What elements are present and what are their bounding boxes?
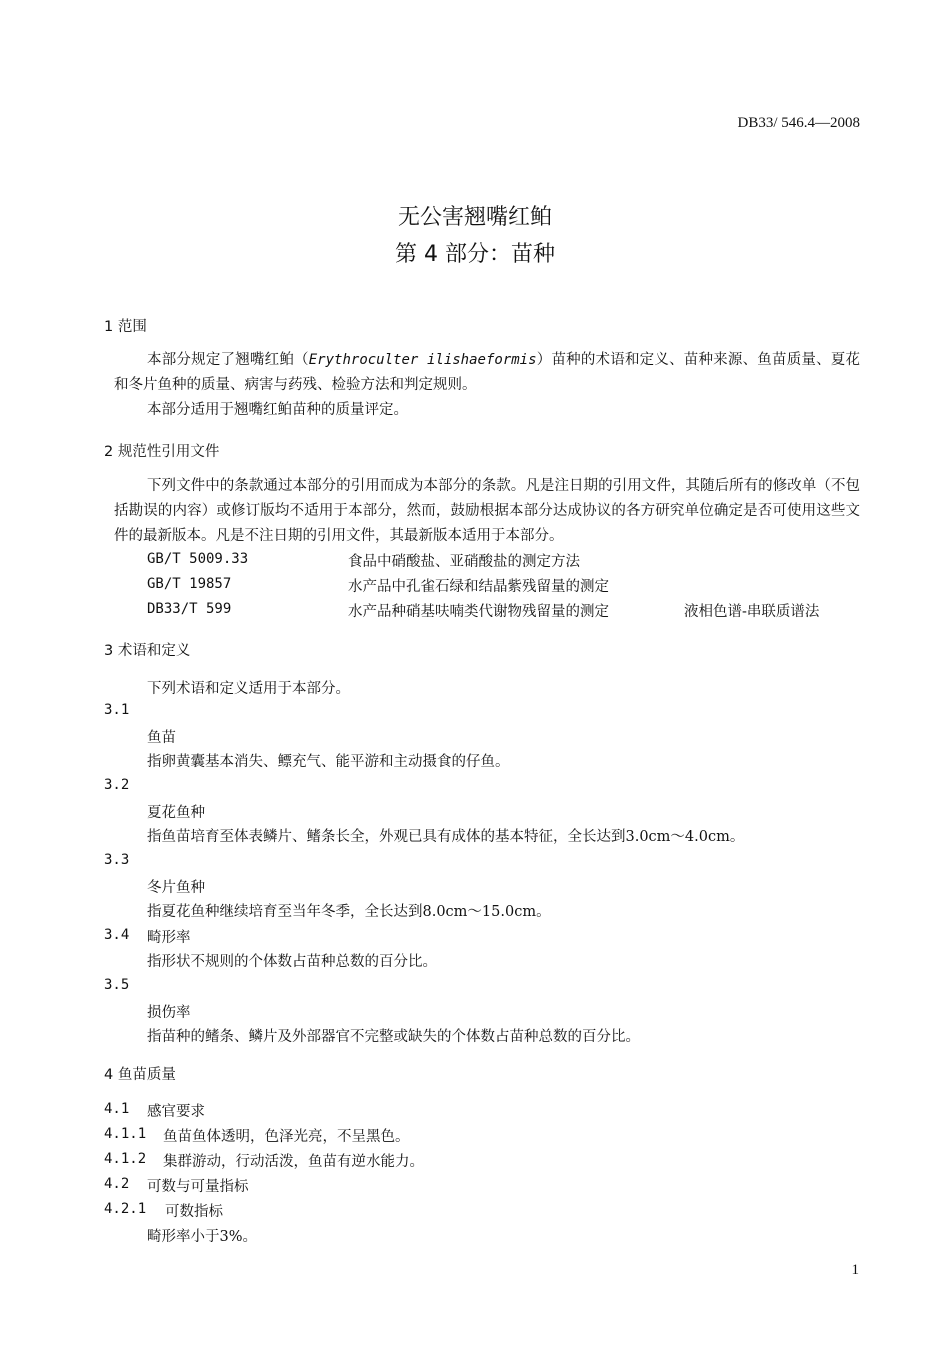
ref-extra: 液相色谱-串联质谱法 [684,604,820,620]
ref-title: 食品中硝酸盐、亚硝酸盐的测定方法 [348,554,580,570]
ref-title: 水产品种硝基呋喃类代谢物残留量的测定 [348,604,609,620]
subsection-number: 4.2 [104,1176,130,1192]
document-number: DB33/ 546.4—2008 [737,115,860,131]
subsection-text: 畸形率小于3%。 [147,1229,258,1245]
scope-text-pre: 本部分规定了翘嘴红鲌（ [147,352,309,368]
term-name: 畸形率 [147,930,191,946]
section-2-paragraph: 下列文件中的条款通过本部分的引用而成为本部分的条款。凡是注日期的引用文件，其随后所有的修改单（不包括勘误的内容）或修订版均不适用于本部分，然而，鼓励根据本部分达成协议的各方研究单位确定是否可使用这些文件的最新版本。凡是不注日期的引用文件，其最新版本适用于本部分。 [114,478,860,544]
document-subtitle: 第 4 部分：苗种 [395,242,555,267]
section-2-heading: 2 规范性引用文件 [104,444,220,460]
term-number: 3.4 [104,927,130,943]
section-3-intro: 下列术语和定义适用于本部分。 [147,681,350,697]
section-1-paragraph-2: 本部分适用于翘嘴红鲌苗种的质量评定。 [147,402,408,418]
item-text: 集群游动，行动活泼，鱼苗有逆水能力。 [163,1154,424,1170]
term-name: 鱼苗 [147,730,176,746]
section-1-heading: 1 范围 [104,319,147,335]
page-number: 1 [851,1262,859,1278]
section-3-heading: 3 术语和定义 [104,643,191,659]
subsection-title: 可数与可量指标 [147,1179,249,1195]
scope-text-post: ）苗种的术语和定义、苗种来源、鱼苗质量、夏花和冬片鱼种的质量、病害与药残、检验方法和判定规则。 [114,352,861,393]
section-4-heading: 4 鱼苗质量 [104,1067,176,1083]
subsection-number: 4.2.1 [104,1201,147,1217]
term-definition: 指夏花鱼种继续培育至当年冬季，全长达到8.0cm～15.0cm。 [147,904,551,920]
subsection-title: 感官要求 [147,1104,205,1120]
term-definition: 指形状不规则的个体数占苗种总数的百分比。 [147,954,437,970]
term-number: 3.1 [104,702,130,718]
term-definition: 指鱼苗培育至体表鳞片、鳍条长全，外观已具有成体的基本特征，全长达到3.0cm～4.0cm。 [147,829,745,845]
item-number: 4.1.2 [104,1151,147,1167]
ref-code: GB/T 19857 [147,576,232,592]
term-name: 夏花鱼种 [147,805,205,821]
ref-code: DB33/T 599 [147,601,232,617]
latin-name: Erythroculter ilishaeformis [308,352,537,368]
item-number: 4.1.1 [104,1126,147,1142]
term-number: 3.5 [104,977,130,993]
term-number: 3.2 [104,777,130,793]
subsection-number: 4.1 [104,1101,130,1117]
term-name: 冬片鱼种 [147,880,205,896]
term-definition: 指卵黄囊基本消失、鳔充气、能平游和主动摄食的仔鱼。 [147,754,510,770]
section-1-paragraph-1 [114,348,860,398]
ref-code: GB/T 5009.33 [147,551,249,567]
subsection-title: 可数指标 [165,1204,223,1220]
term-number: 3.3 [104,852,130,868]
term-definition: 指苗种的鳍条、鳞片及外部器官不完整或缺失的个体数占苗种总数的百分比。 [147,1029,640,1045]
item-text: 鱼苗鱼体透明，色泽光亮，不呈黑色。 [163,1129,410,1145]
term-name: 损伤率 [147,1005,191,1021]
ref-title: 水产品中孔雀石绿和结晶紫残留量的测定 [348,579,609,595]
document-title: 无公害翘嘴红鲌 [397,205,552,230]
